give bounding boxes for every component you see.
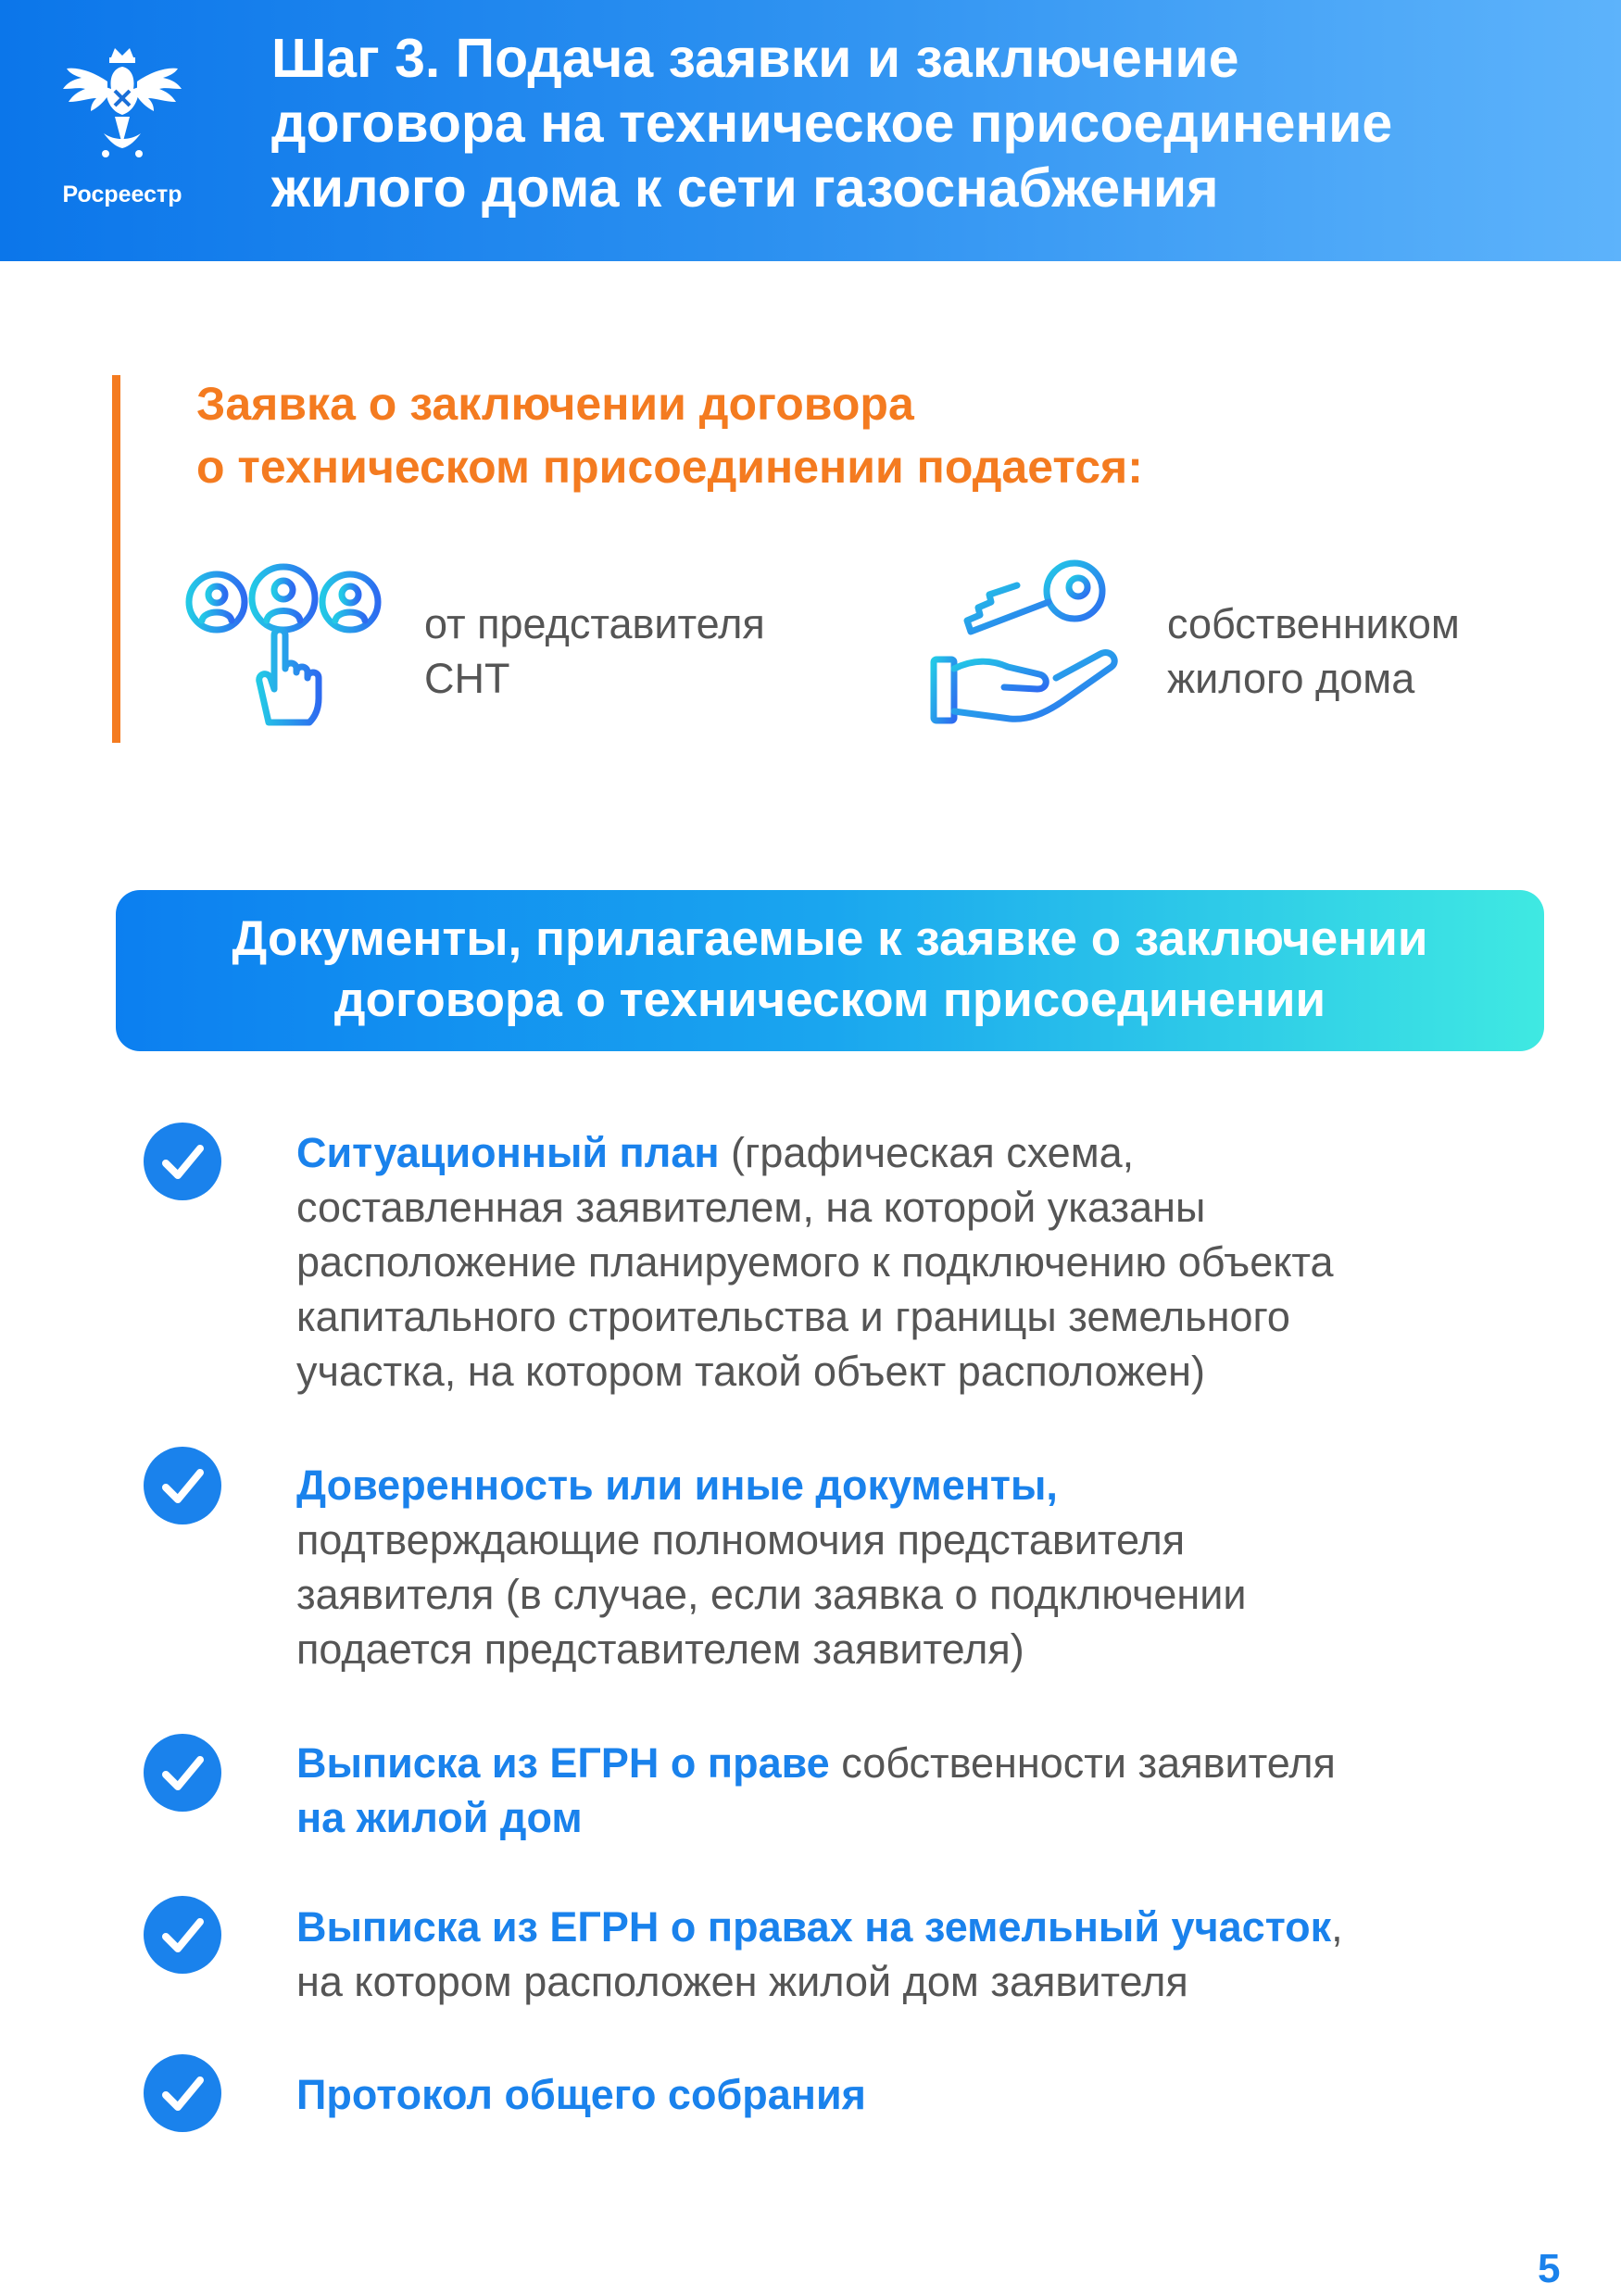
documents-banner: Документы, прилагаемые к заявке о заключении договора о техническом присоединении xyxy=(116,890,1544,1051)
checkmark-icon xyxy=(144,2054,221,2132)
checkmark-icon xyxy=(144,1447,221,1524)
document-item-egrn-house: Выписка из ЕГРН о праве собственности заявителя на жилой дом xyxy=(296,1739,1336,1841)
page-title: Шаг 3. Подача заявки и заключение договора на техническое присоединение жилого дома к сети газоснабжения xyxy=(271,28,1393,219)
logo-text: Росреестр xyxy=(62,182,182,207)
document-item-meeting-protocol: Протокол общего собрания xyxy=(296,2071,866,2118)
eagle-emblem-icon xyxy=(57,44,187,174)
rosreestr-logo xyxy=(48,44,196,220)
people-hand-icon xyxy=(182,559,385,731)
document-item-power-of-attorney: Доверенность или иные документы, подтверждающие полномочия представителя заявителя (в случае, если заявка о подключении подается представителем заявителя) xyxy=(296,1462,1247,1673)
checkmark-icon xyxy=(144,1123,221,1200)
orange-accent-bar xyxy=(112,375,120,743)
page-number: 5 xyxy=(1538,2246,1561,2291)
option-owner-text: собственником жилого дома xyxy=(1167,600,1460,702)
checkmark-icon xyxy=(144,1734,221,1812)
document-item-egrn-land: Выписка из ЕГРН о правах на земельный участок, на котором расположен жилой дом заявителя xyxy=(296,1903,1343,2005)
checkmark-icon xyxy=(144,1896,221,1974)
key-hand-icon xyxy=(926,556,1130,736)
page-header xyxy=(0,0,1621,261)
section-subtitle: Заявка о заключении договора о техническом присоединении подается: xyxy=(196,378,1143,493)
option-snt-text: от представителя СНТ xyxy=(424,600,765,702)
document-item-situation-plan: Ситуационный план (графическая схема, составленная заявителем, на которой указаны расположение планируемого к подключению объекта капитального строительства и границы земельного участка, на котором такой объект расположен) xyxy=(296,1129,1334,1395)
